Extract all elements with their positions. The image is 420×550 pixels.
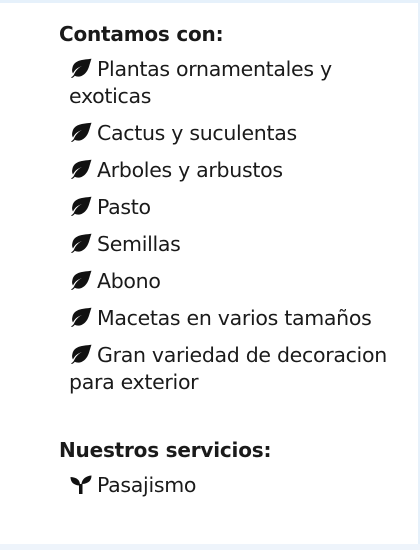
list-item-label: Semillas bbox=[97, 232, 181, 256]
list-item-label: Gran variedad de decoracion para exterior bbox=[69, 343, 387, 394]
leaf-icon bbox=[69, 307, 93, 327]
list-item-label: Plantas ornamentales y exoticas bbox=[69, 57, 332, 108]
leaf-icon bbox=[69, 270, 93, 290]
list-item bbox=[69, 194, 399, 221]
leaf-icon bbox=[69, 159, 93, 179]
list-item-label: Arboles y arbustos bbox=[97, 158, 283, 182]
list-item bbox=[69, 342, 399, 396]
products-list bbox=[59, 56, 399, 396]
content-panel bbox=[59, 20, 399, 499]
list-item bbox=[69, 305, 399, 332]
leaf-icon bbox=[69, 233, 93, 253]
list-item-label: Pasajismo bbox=[97, 473, 197, 497]
seedling-icon bbox=[69, 474, 93, 494]
list-item bbox=[69, 157, 399, 184]
list-item-label: Pasto bbox=[97, 195, 151, 219]
bottom-divider bbox=[0, 544, 420, 550]
leaf-icon bbox=[69, 344, 93, 364]
list-item bbox=[69, 472, 399, 499]
leaf-icon bbox=[69, 196, 93, 216]
list-item bbox=[69, 268, 399, 295]
top-divider bbox=[0, 0, 420, 3]
list-item bbox=[69, 120, 399, 147]
list-item bbox=[69, 231, 399, 258]
list-item bbox=[69, 56, 399, 110]
list-item-label: Cactus y suculentas bbox=[97, 121, 297, 145]
list-item-label: Macetas en varios tamaños bbox=[97, 306, 372, 330]
products-heading: Contamos con: bbox=[59, 22, 224, 46]
list-item-label: Abono bbox=[97, 269, 161, 293]
services-list bbox=[59, 472, 399, 499]
services-heading: Nuestros servicios: bbox=[59, 438, 272, 462]
leaf-icon bbox=[69, 122, 93, 142]
leaf-icon bbox=[69, 58, 93, 78]
